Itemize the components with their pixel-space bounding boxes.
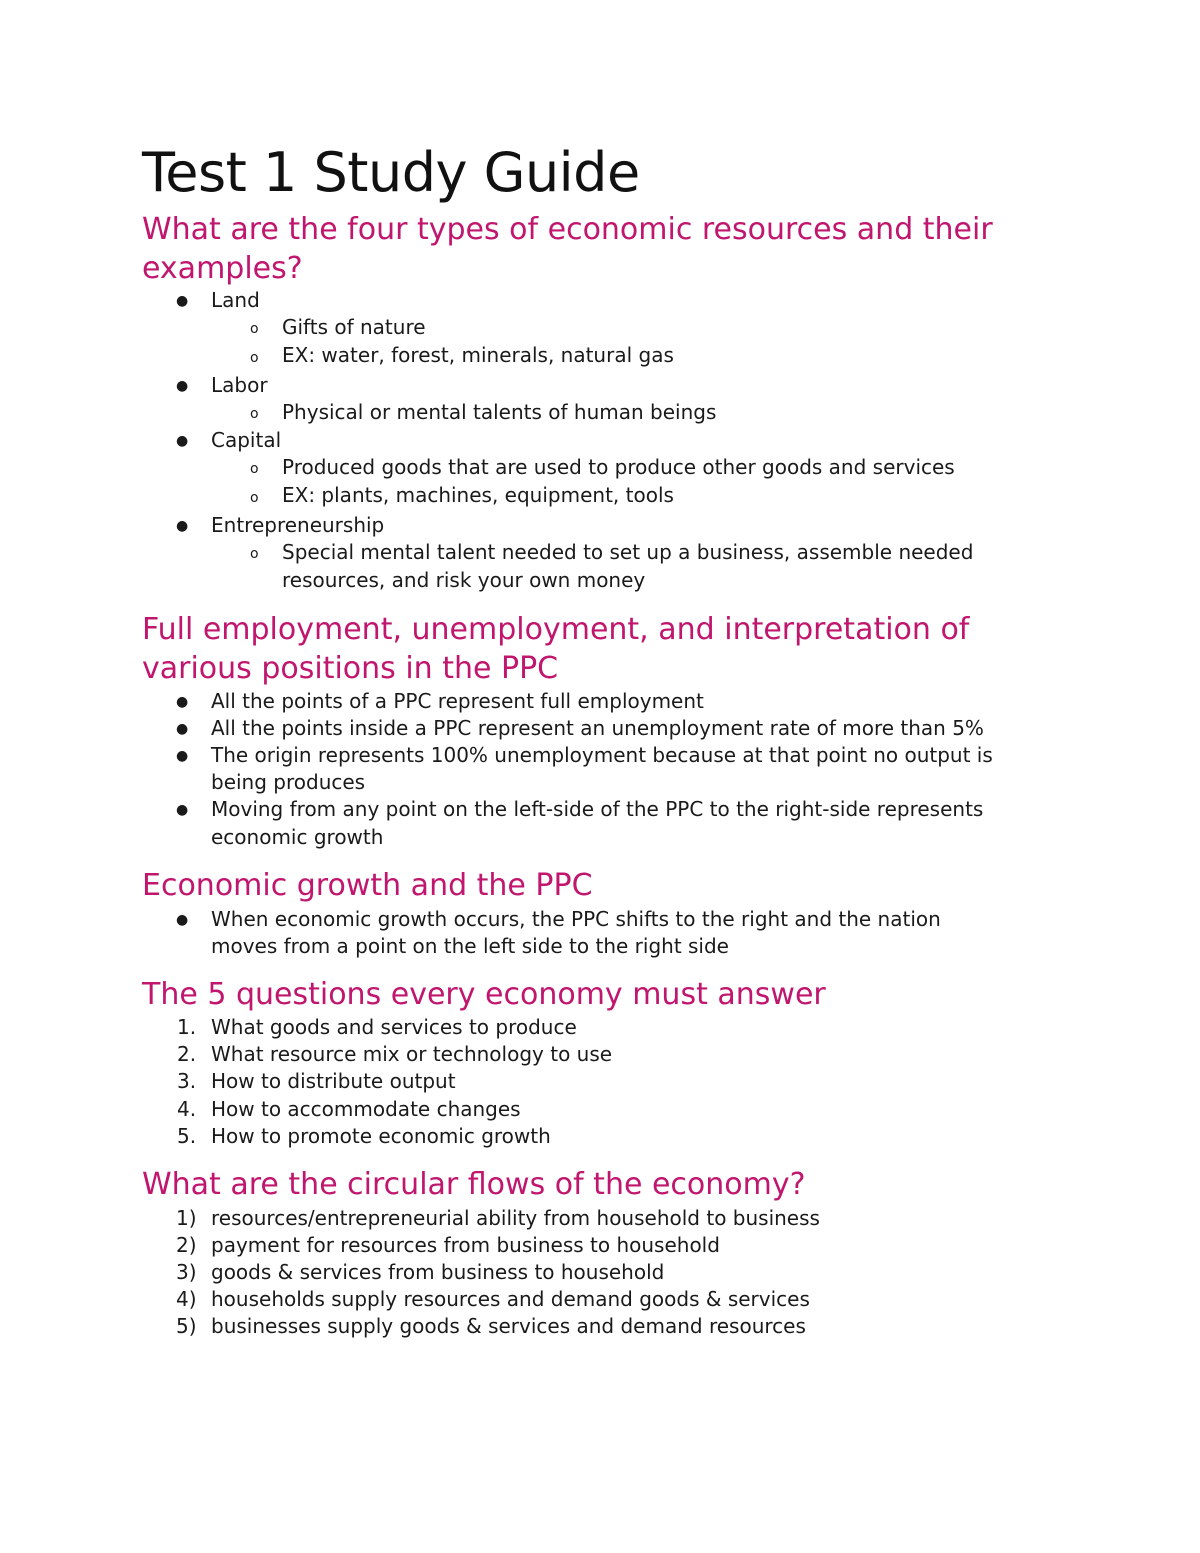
list-item: How to distribute output bbox=[211, 1069, 456, 1093]
sub-bullet-icon: o bbox=[250, 350, 259, 366]
list-number: 3) bbox=[176, 1260, 197, 1284]
list-subitem: EX: water, forest, minerals, natural gas bbox=[282, 343, 674, 367]
page-title: Test 1 Study Guide bbox=[142, 141, 640, 204]
list-item-continued: being produces bbox=[211, 770, 366, 794]
list-item: What resource mix or technology to use bbox=[211, 1042, 613, 1066]
list-number: 4) bbox=[176, 1287, 197, 1311]
list-item: businesses supply goods & services and demand resources bbox=[211, 1314, 806, 1338]
sub-bullet-icon: o bbox=[250, 321, 259, 337]
list-item: resources/entrepreneurial ability from household to business bbox=[211, 1206, 820, 1230]
list-subitem: Special mental talent needed to set up a business, assemble needed bbox=[282, 540, 974, 564]
section-heading: What are the circular flows of the economy? bbox=[142, 1167, 806, 1202]
list-item-continued: moves from a point on the left side to the right side bbox=[211, 934, 729, 958]
list-number: 4. bbox=[177, 1097, 197, 1121]
list-item-continued: economic growth bbox=[211, 825, 384, 849]
list-item: Moving from any point on the left-side of the PPC to the right-side represents bbox=[211, 797, 984, 821]
sub-bullet-icon: o bbox=[250, 406, 259, 422]
bullet-icon: ● bbox=[176, 721, 189, 737]
list-item: What goods and services to produce bbox=[211, 1015, 577, 1039]
section-heading: Full employment, unemployment, and interpretation of various positions in the PPC bbox=[142, 612, 970, 686]
list-number: 1) bbox=[176, 1206, 197, 1230]
list-item: Labor bbox=[211, 373, 268, 397]
list-subitem: Gifts of nature bbox=[282, 315, 426, 339]
list-item: How to promote economic growth bbox=[211, 1124, 551, 1148]
list-item: When economic growth occurs, the PPC shifts to the right and the nation bbox=[211, 907, 941, 931]
bullet-icon: ● bbox=[176, 433, 189, 449]
section-heading: The 5 questions every economy must answer bbox=[142, 977, 826, 1012]
list-number: 2. bbox=[177, 1042, 197, 1066]
list-number: 1. bbox=[177, 1015, 197, 1039]
list-item: Entrepreneurship bbox=[211, 513, 385, 537]
list-item: All the points inside a PPC represent an unemployment rate of more than 5% bbox=[211, 716, 984, 740]
section-heading: What are the four types of economic resources and their examples? bbox=[142, 212, 993, 286]
list-item: Land bbox=[211, 288, 260, 312]
list-item: goods & services from business to household bbox=[211, 1260, 665, 1284]
list-number: 2) bbox=[176, 1233, 197, 1257]
list-subitem: Physical or mental talents of human beings bbox=[282, 400, 717, 424]
list-number: 3. bbox=[177, 1069, 197, 1093]
list-item: payment for resources from business to household bbox=[211, 1233, 720, 1257]
bullet-icon: ● bbox=[176, 802, 189, 818]
sub-bullet-icon: o bbox=[250, 546, 259, 562]
list-subitem: EX: plants, machines, equipment, tools bbox=[282, 483, 674, 507]
bullet-icon: ● bbox=[176, 912, 189, 928]
bullet-icon: ● bbox=[176, 694, 189, 710]
list-item: households supply resources and demand goods & services bbox=[211, 1287, 810, 1311]
list-item: Capital bbox=[211, 428, 282, 452]
bullet-icon: ● bbox=[176, 748, 189, 764]
list-subitem: Produced goods that are used to produce other goods and services bbox=[282, 455, 955, 479]
section-heading: Economic growth and the PPC bbox=[142, 868, 593, 903]
list-item: All the points of a PPC represent full employment bbox=[211, 689, 704, 713]
list-item: How to accommodate changes bbox=[211, 1097, 521, 1121]
bullet-icon: ● bbox=[176, 378, 189, 394]
bullet-icon: ● bbox=[176, 518, 189, 534]
sub-bullet-icon: o bbox=[250, 461, 259, 477]
list-subitem-continued: resources, and risk your own money bbox=[282, 568, 646, 592]
bullet-icon: ● bbox=[176, 293, 189, 309]
list-item: The origin represents 100% unemployment because at that point no output is bbox=[211, 743, 993, 767]
sub-bullet-icon: o bbox=[250, 490, 259, 506]
list-number: 5) bbox=[176, 1314, 197, 1338]
list-number: 5. bbox=[177, 1124, 197, 1148]
